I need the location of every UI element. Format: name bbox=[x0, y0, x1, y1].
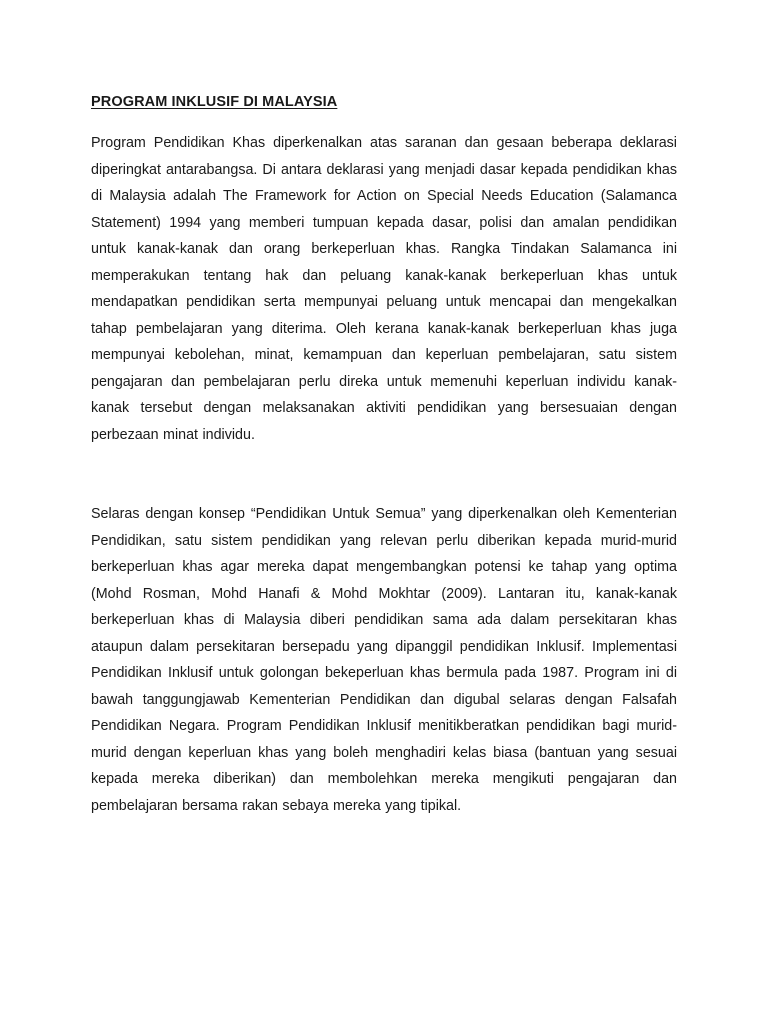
paragraph-2: Selaras dengan konsep “Pendidikan Untuk Semua” yang diperkenalkan oleh Kementerian Pendidikan, satu sistem pendidikan yang relevan perlu diberikan kepada murid-murid berkeperluan khas agar mereka dapat mengembangkan potensi ke tahap yang optima (Mohd Rosman, Mohd Hanafi & Mohd Mokhtar (2009). Lantaran itu, kanak-kanak berkeperluan khas di Malaysia diberi pendidikan sama ada dalam persekitaran khas ataupun dalam persekitaran bersepadu yang dipanggil pendidikan Inklusif. Implementasi Pendidikan Inklusif untuk golongan bekeperluan khas bermula pada 1987. Program ini di bawah tanggungjawab Kementerian Pendidikan dan digubal selaras dengan Falsafah Pendidikan Negara. Program Pendidikan Inklusif menitikberatkan pendidikan bagi murid-murid dengan keperluan khas yang boleh menghadiri kelas biasa (bantuan yang sesuai kepada mereka diberikan) dan membolehkan mereka mengikuti pengajaran dan pembelajaran bersama rakan sebaya mereka yang tipikal. bbox=[91, 506, 677, 814]
document-body bbox=[91, 92, 677, 819]
paragraph-1: Program Pendidikan Khas diperkenalkan atas saranan dan gesaan beberapa deklarasi diperingkat antarabangsa. Di antara deklarasi yang menjadi dasar kepada pendidikan khas di Malaysia adalah The Framework for Action on Special Needs Education (Salamanca Statement) 1994 yang memberi tumpuan kepada dasar, polisi dan amalan pendidikan untuk kanak-kanak dan orang berkeperluan khas. Rangka Tindakan Salamanca ini memperakukan tentang hak dan peluang kanak-kanak berkeperluan khas untuk mendapatkan pendidikan serta mempunyai peluang untuk mencapai dan mengekalkan tahap pembelajaran yang diterima. Oleh kerana kanak-kanak berkeperluan khas juga mempunyai kebolehan, minat, kemampuan dan keperluan pembelajaran, satu sistem pengajaran dan pembelajaran perlu direka untuk memenuhi keperluan individu kanak-kanak tersebut dengan melaksanakan aktiviti pendidikan yang bersesuaian dengan perbezaan minat individu. bbox=[91, 135, 677, 443]
document-title: PROGRAM INKLUSIF DI MALAYSIA bbox=[91, 94, 338, 110]
